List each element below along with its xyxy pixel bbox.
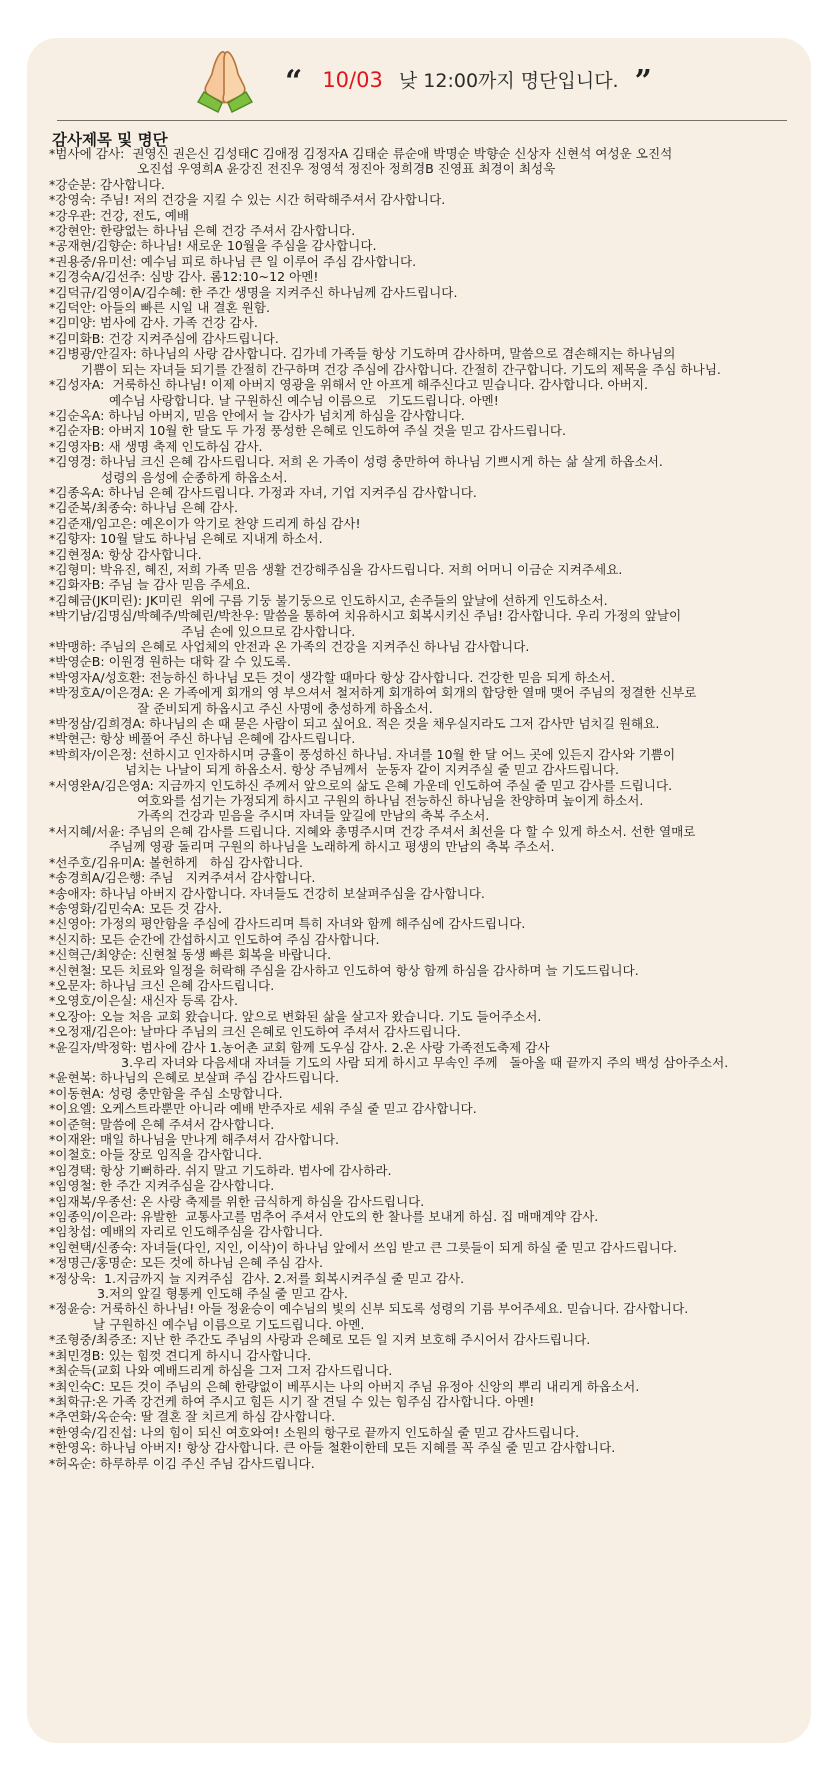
- list-item: *임영철: 한 주간 지켜주심을 감사합니다.: [49, 1178, 275, 1194]
- list-item: *임재복/우종선: 온 사랑 축제를 위한 금식하게 하심을 감사드립니다.: [49, 1193, 425, 1209]
- list-item: 예수님 사랑합니다. 날 구원하신 예수님 이름으로 기도드립니다. 아멘!: [49, 392, 499, 408]
- list-item: *송애자: 하나님 아버지 감사합니다. 자녀들도 건강히 보살펴주심을 감사합니다.: [49, 885, 485, 901]
- list-item: *임현택/신종숙: 자녀들(다인, 지인, 이삭)이 하나님 앞에서 쓰임 받고 큰 그릇들이 되게 하실 줄 믿고 감사드립니다.: [49, 1239, 677, 1255]
- list-item: *송경희A/김은행: 주님 지켜주셔서 감사합니다.: [49, 870, 316, 886]
- list-item: *오장아: 오늘 처음 교회 왔습니다. 앞으로 변화된 삶을 살고자 왔습니다. 기도 들어주소서.: [49, 1008, 542, 1024]
- list-item: *공재현/김향순: 하나님! 새로운 10월을 주심을 감사합니다.: [49, 238, 377, 254]
- list-item: *김순옥A: 하나님 아버지, 믿음 안에서 늘 감사가 넘치게 하심을 감사합니다.: [49, 407, 465, 423]
- list-item: *송영화/김민숙A: 모든 것 감사.: [49, 900, 223, 916]
- list-item: 주님 손에 있으므로 감사합니다.: [49, 623, 356, 639]
- list-item: *강현안: 한량없는 하나님 은혜 건강 주셔서 감사합니다.: [49, 223, 356, 239]
- list-item: *신영아: 가정의 평안함을 주심에 감사드리며 특히 자녀와 함께 해주심에 감사드립니다.: [49, 916, 526, 932]
- list-item: *이요엘: 오케스트라뿐만 아니라 예배 반주자로 세워 주실 줄 믿고 감사합니다.: [49, 1101, 477, 1117]
- list-item: *허옥순: 하루하루 이김 주신 주님 감사드립니다.: [49, 1455, 315, 1471]
- list-item: *신혁근/최양순: 신현철 동생 빠른 회복을 바랍니다.: [49, 947, 332, 963]
- list-item: *오문자: 하나님 크신 은혜 감사드립니다.: [49, 977, 275, 993]
- list-item: 기쁨이 되는 자녀들 되기를 간절히 간구하며 건강 주심에 감사합니다. 간절히 간구합니다. 기도의 제목을 주심 하나님.: [49, 361, 721, 377]
- list-item: *김향자: 10월 달도 하나님 은혜로 지내게 하소서.: [49, 531, 323, 547]
- list-item: *강영숙: 주님! 저의 건강을 지킬 수 있는 시간 허락해주셔서 감사합니다.: [49, 192, 446, 208]
- list-item: 주님께 영광 돌리며 구원의 하나님을 노래하게 하시고 평생의 만남의 축복 주소서.: [49, 839, 555, 855]
- list-item: *김미화B: 건강 지켜주심에 감사드립니다.: [49, 330, 279, 346]
- list-item: *김종옥A: 하나님 은혜 감사드립니다. 가정과 자녀, 기업 지켜주심 감사합니다.: [49, 484, 477, 500]
- list-item: *김형미: 박유진, 혜진, 저희 가족 믿음 생활 건강해주심을 감사드립니다. 저희 어머니 이금순 지켜주세요.: [49, 561, 623, 577]
- list-item: *김영경: 하나님 크신 은혜 감사드립니다. 저희 온 가족이 성령 충만하여 하나님 기쁘시게 하는 삶 살게 하옵소서.: [49, 454, 663, 470]
- list-item: *최민경B: 있는 힘껏 견디게 하시니 감사합니다.: [49, 1347, 312, 1363]
- list-item: *오영호/이은실: 새신자 등록 감사.: [49, 993, 238, 1009]
- list-item: *추연화/옥순숙: 딸 결혼 잘 치르게 하심 감사합니다.: [49, 1409, 336, 1425]
- deadline-text: 낮 12:00까지 명단입니다.: [398, 70, 619, 92]
- list-item: *임창섭: 예배의 자리로 인도해주심을 감사합니다.: [49, 1224, 323, 1240]
- list-item: *김경숙A/김선주: 심방 감사. 롬12:10~12 아멘!: [49, 269, 319, 285]
- header: [27, 38, 811, 118]
- list-item: *신현철: 모든 치료와 일정을 허락해 주심을 감사하고 인도하여 항상 함께 하심을 감사하며 늘 기도드립니다.: [49, 962, 639, 978]
- list-item: *박희자/이은정: 선하시고 인자하시며 긍휼이 풍성하신 하나님. 자녀를 10월 한 달 어느 곳에 있든지 감사와 기쁨이: [49, 746, 676, 762]
- list-item: *오정재/김은아: 날마다 주님의 크신 은혜로 인도하여 주셔서 감사드립니다.: [49, 1024, 461, 1040]
- list-item: *박현근: 항상 베풀어 주신 하나님 은혜에 감사드립니다.: [49, 731, 356, 747]
- list-item: *정상욱: 1.지금까지 늘 지켜주심 감사. 2.저를 회복시켜주실 줄 믿고 감사.: [49, 1270, 465, 1286]
- list-item: *최순득(교회 나와 예배드리게 하심을 그저 그저 감사드립니다.: [49, 1363, 393, 1379]
- deadline-date: 10/03: [322, 68, 383, 92]
- list-item: *김미양: 범사에 감사. 가족 건강 감사.: [49, 315, 258, 331]
- list-item: *박맹하: 주님의 은혜로 사업체의 안전과 온 가족의 건강을 지켜주신 하나님 감사합니다.: [49, 639, 530, 654]
- list-item: *선주호/김유미A: 볼헌하게 하심 감사합니다.: [49, 854, 304, 870]
- list-item: *박정삼/김희경A: 하나님의 손 때 묻은 사람이 되고 싶어요. 적은 것을 채우실지라도 그저 감사만 넘치길 원해요.: [49, 716, 660, 732]
- list-item: *김덕안: 아들의 빠른 시일 내 결혼 원함.: [49, 300, 271, 316]
- list-item: *김혜금(JK미린): JK미린 위에 구름 기둥 불기둥으로 인도하시고, 손주들의 앞날에 선하게 인도하소서.: [49, 592, 608, 608]
- list-item: *조형중/최증조: 지난 한 주간도 주님의 사랑과 은혜로 모든 일 지켜 보호해 주시어서 감사드립니다.: [49, 1332, 591, 1348]
- list-item: *윤길자/박정학: 범사에 감사 1.농어촌 교회 함께 도우심 감사. 2.온 사랑 가족전도축제 감사: [49, 1039, 550, 1055]
- prayer-list: [49, 146, 801, 1471]
- list-item: 넘치는 나날이 되게 하옵소서. 항상 주님께서 눈동자 같이 지켜주실 줄 믿고 감사드립니다.: [49, 762, 620, 778]
- list-item: *김순자B: 아버지 10월 한 달도 두 가정 풍성한 은혜로 인도하여 주실 것을 믿고 감사드립니다.: [49, 423, 567, 439]
- list-item: *김준복/최종숙: 하나님 은혜 감사.: [49, 500, 238, 516]
- list-item: *김덕규/김영이A/김수혜: 한 주간 생명을 지켜주신 하나님께 감사드립니다.: [49, 284, 458, 300]
- list-item: 날 구원하신 예수님 이름으로 기도드립니다. 아멘.: [49, 1316, 365, 1332]
- list-item: *강순분: 감사합니다.: [49, 176, 165, 192]
- list-item: *김영자B: 새 생명 축제 인도하심 감사.: [49, 438, 263, 454]
- list-item: *박기남/김명심/박혜주/박혜린/박찬우: 말씀을 통하여 치유하시고 회복시키신 주님! 감사합니다. 우리 가정의 앞날이: [49, 608, 682, 624]
- praying-hands-icon: [192, 46, 262, 116]
- list-item: *임종익/이은라: 유발한 교통사고를 멈추어 주셔서 안도의 한 찰나를 보내게 하심. 집 매매계약 감사.: [49, 1209, 599, 1225]
- list-item: *박영자A/성호환: 전능하신 하나님 모든 것이 생각할 때마다 항상 감사합니다. 건강한 믿음 되게 하소서.: [49, 669, 616, 685]
- list-item: *한영숙/김진섭: 나의 힘이 되신 여호와여! 소원의 항구로 끝까지 인도하실 줄 믿고 감사드립니다.: [49, 1424, 580, 1440]
- list-item: *김준재/임고은: 예온이가 악기로 찬양 드리게 하심 감사!: [49, 515, 361, 531]
- list-item: *이철호: 아들 장로 임직을 감사합니다.: [49, 1147, 263, 1163]
- list-item: *강우관: 건강, 전도, 예배: [49, 207, 190, 223]
- list-item: *윤현복: 하나님의 은혜로 보살펴 주심 감사드립니다.: [49, 1070, 340, 1086]
- list-item: 가족의 건강과 믿음을 주시며 자녀들 앞길에 만남의 축복 주소서.: [49, 808, 490, 824]
- list-item: 성령의 음성에 순종하게 하옵소서.: [49, 469, 288, 485]
- list-item: *서지혜/서윤: 주님의 은혜 감사를 드립니다. 지혜와 총명주시며 건강 주셔서 최선을 다 할 수 있게 하소서. 선한 열매로: [49, 823, 696, 839]
- list-item: 3.저의 앞길 형통케 인도해 주실 줄 믿고 감사.: [49, 1286, 348, 1302]
- open-quote: “: [285, 64, 303, 99]
- list-item: 오진섭 우영희A 윤강진 전진우 정영석 정진아 정희경B 진영표 최경이 최성욱: [49, 161, 556, 177]
- list-item: 3.우리 자녀와 다음세대 자녀들 기도의 사람 되게 하시고 무속인 주께 돌아올 때 끝까지 주의 백성 삼아주소서.: [49, 1054, 729, 1070]
- list-item: *박정호A/이은경A: 온 가족에게 회개의 영 부으셔서 철저하게 회개하여 회개의 합당한 열매 맺어 주님의 정결한 신부로: [49, 685, 697, 701]
- list-item: *박영순B: 이원경 원하는 대학 갈 수 있도록.: [49, 654, 291, 670]
- list-item: *김성자A: 거룩하신 하나님! 이제 아버지 영광을 위해서 안 아프게 해주신다고 믿습니다. 감사합니다. 아버지.: [49, 377, 648, 393]
- prayer-list-card: [27, 38, 811, 1743]
- list-item: *임경택: 항상 기뻐하라. 쉬지 말고 기도하라. 범사에 감사하라.: [49, 1162, 392, 1178]
- list-item: *이동현A: 성령 충만함을 주심 소망합니다.: [49, 1085, 283, 1101]
- list-item: *이준혁: 말씀에 은혜 주셔서 감사합니다.: [49, 1116, 275, 1132]
- list-item: *김현정A: 항상 감사합니다.: [49, 546, 202, 562]
- list-item: *한영옥: 하나님 아버지! 항상 감사합니다. 큰 아들 철환이한테 모든 지혜를 꼭 주실 줄 믿고 감사합니다.: [49, 1440, 616, 1456]
- list-item: *최학규:온 가족 강건케 하여 주시고 힘든 시기 잘 견딜 수 있는 힘주심 감사합니다. 아멘!: [49, 1393, 535, 1409]
- list-item: 여호와를 섬기는 가정되게 하시고 구원의 하나님 전능하신 하나님을 찬양하며 높이게 하소서.: [49, 793, 644, 809]
- section-title: 감사제목 및 명단: [52, 131, 168, 149]
- list-item: 잘 준비되게 하옵시고 주신 사명에 충성하게 하옵소서.: [49, 700, 433, 716]
- list-item: *서영완A/김은영A: 지금까지 인도하신 주께서 앞으로의 삶도 은혜 가운데 인도하여 주실 줄 믿고 감사를 드립니다.: [49, 777, 673, 793]
- deadline-banner: [285, 64, 652, 99]
- list-item: *김병광/안길자: 하나님의 사랑 감사합니다. 김가네 가족들 항상 기도하며 감사하며, 말씀으로 겸손해지는 하나님의: [49, 346, 676, 362]
- list-item: *신지하: 모든 순간에 간섭하시고 인도하여 주심 감사합니다.: [49, 931, 380, 947]
- divider: [57, 120, 787, 121]
- list-item: *권용중/유미선: 예수님 피로 하나님 큰 일 이루어 주심 감사합니다.: [49, 253, 417, 269]
- list-item: *이재완: 매일 하나님을 만나게 해주셔서 감사합니다.: [49, 1132, 340, 1147]
- list-item: *김화자B: 주님 늘 감사 믿음 주세요.: [49, 577, 251, 593]
- list-item: *정명근/홍명순: 모든 것에 하나님 은혜 주심 감사.: [49, 1255, 323, 1271]
- close-quote: ”: [634, 64, 652, 99]
- list-item: *최인숙C: 모든 것이 주님의 은혜 한량없이 베푸시는 나의 아버지 주님 유정아 신앙의 뿌리 내리게 하옵소서.: [49, 1378, 640, 1394]
- list-item: *정윤승: 거룩하신 하나님! 아들 정윤승이 예수님의 빛의 신부 되도록 성령의 기름 부어주세요. 믿습니다. 감사합니다.: [49, 1301, 689, 1317]
- list-item: *범사에 감사: 권영신 권은신 김성태C 김애정 김정자A 김태순 류순애 박명순 박향순 신상자 신현석 여성운 오진석: [49, 146, 673, 161]
